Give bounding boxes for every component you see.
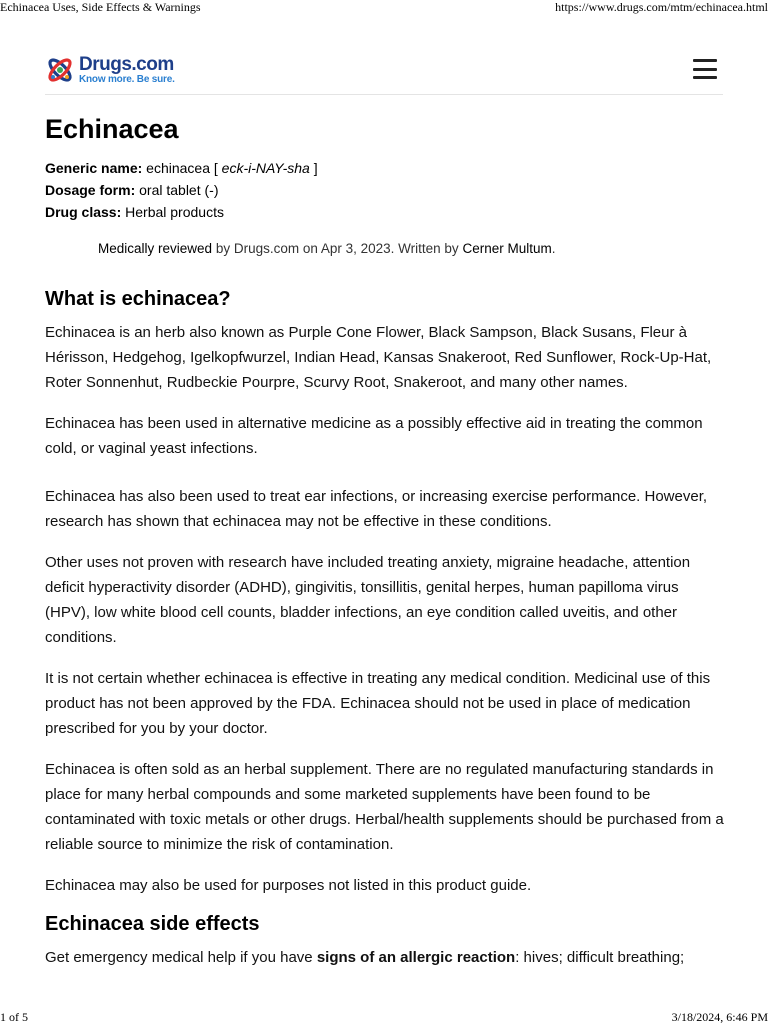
paragraph: Echinacea has been used in alternative medicine as a possibly effective aid in treating the common cold, or vaginal yeast infections.	[45, 415, 703, 457]
drug-meta	[45, 157, 725, 223]
print-header	[0, 0, 768, 16]
print-page-number: 1 of 5	[0, 1010, 28, 1024]
print-datetime: 3/18/2024, 6:46 PM	[671, 1010, 768, 1024]
paragraph: It is not certain whether echinacea is effective in treating any medical condition. Medicinal use of this product has not been approved by the FDA. Echinacea should not be used in place of medication prescribed for you by your doctor.	[45, 670, 711, 737]
logo-tagline: Know more. Be sure.	[79, 74, 175, 85]
paragraph: Echinacea has also been used to treat ear infections, or increasing exercise performance. However, research has shown that echinacea may not be effective in these conditions.	[45, 488, 708, 530]
menu-bar	[693, 76, 717, 79]
site-header	[45, 52, 723, 95]
generic-name-row	[45, 157, 725, 179]
menu-bar	[693, 59, 717, 62]
generic-name-close: ]	[313, 160, 318, 176]
page-title: Echinacea	[45, 114, 179, 144]
side-effects-rest: : hives; difficult breathing;	[515, 949, 685, 966]
article-content	[45, 112, 725, 970]
generic-name-label: Generic name:	[45, 160, 143, 176]
logo-name: Drugs.com	[79, 54, 174, 75]
paragraph: Echinacea is an herb also known as Purple Cone Flower, Black Sampson, Black Susans, Fleur à Hérisson, Hedgehog, Igelkopfwurzel, Indian Head, Kansas Snakeroot, Red Sunflower, Rock-Up-Hat, Roter Sonnenhut, Rudbeckie Pourpre, Scurvy Root, Snakeroot, and many other names.	[45, 324, 712, 391]
menu-bar	[693, 68, 717, 71]
review-by-text: by Drugs.com on Apr 3, 2023. Written by	[215, 241, 459, 256]
dosage-form-label: Dosage form:	[45, 182, 136, 198]
print-footer	[0, 1010, 768, 1024]
drug-class-row	[45, 201, 725, 223]
medically-reviewed-link[interactable]: Medically reviewed	[98, 241, 213, 256]
review-line	[45, 240, 725, 258]
review-end: .	[551, 241, 556, 256]
paragraph: Echinacea is often sold as an herbal supplement. There are no regulated manufacturing standards in place for many herbal compounds and some marketed supplements have been found to be contaminated with toxic metals or other drugs. Herbal/health supplements should be purchased from a reliable source to minimize the risk of contamination.	[45, 761, 724, 853]
dosage-form-value: oral tablet (-)	[139, 182, 219, 198]
paragraph: Echinacea may also be used for purposes not listed in this product guide.	[45, 877, 532, 894]
review-author-link[interactable]: Cerner Multum	[462, 241, 552, 256]
dosage-form-row	[45, 179, 725, 201]
allergic-reaction-emphasis: signs of an allergic reaction	[316, 949, 516, 966]
side-effects-intro: Get emergency medical help if you have	[45, 949, 317, 966]
paragraph: Other uses not proven with research have included treating anxiety, migraine headache, attention deficit hyperactivity disorder (ADHD), gingivitis, tonsillitis, genital herpes, human papilloma virus (HPV), low white blood cell counts, bladder infections, an eye condition called uveitis, and other conditions.	[45, 554, 691, 646]
print-page-url: https://www.drugs.com/mtm/echinacea.html	[555, 0, 768, 14]
print-page-title: Echinacea Uses, Side Effects & Warnings	[0, 0, 201, 14]
side-effects-paragraph	[45, 945, 725, 970]
generic-name-value: echinacea [	[146, 160, 218, 176]
section-heading-side-effects: Echinacea side effects	[45, 913, 260, 935]
drug-class-label: Drug class:	[45, 204, 122, 220]
site-logo-link[interactable]	[45, 55, 175, 85]
drugs-com-logo-icon	[45, 55, 75, 85]
pronunciation: eck-i-NAY-sha	[221, 160, 310, 176]
drug-class-link[interactable]: Herbal products	[125, 204, 224, 220]
hamburger-menu-icon[interactable]	[693, 59, 717, 79]
section-heading-what-is: What is echinacea?	[45, 288, 231, 310]
